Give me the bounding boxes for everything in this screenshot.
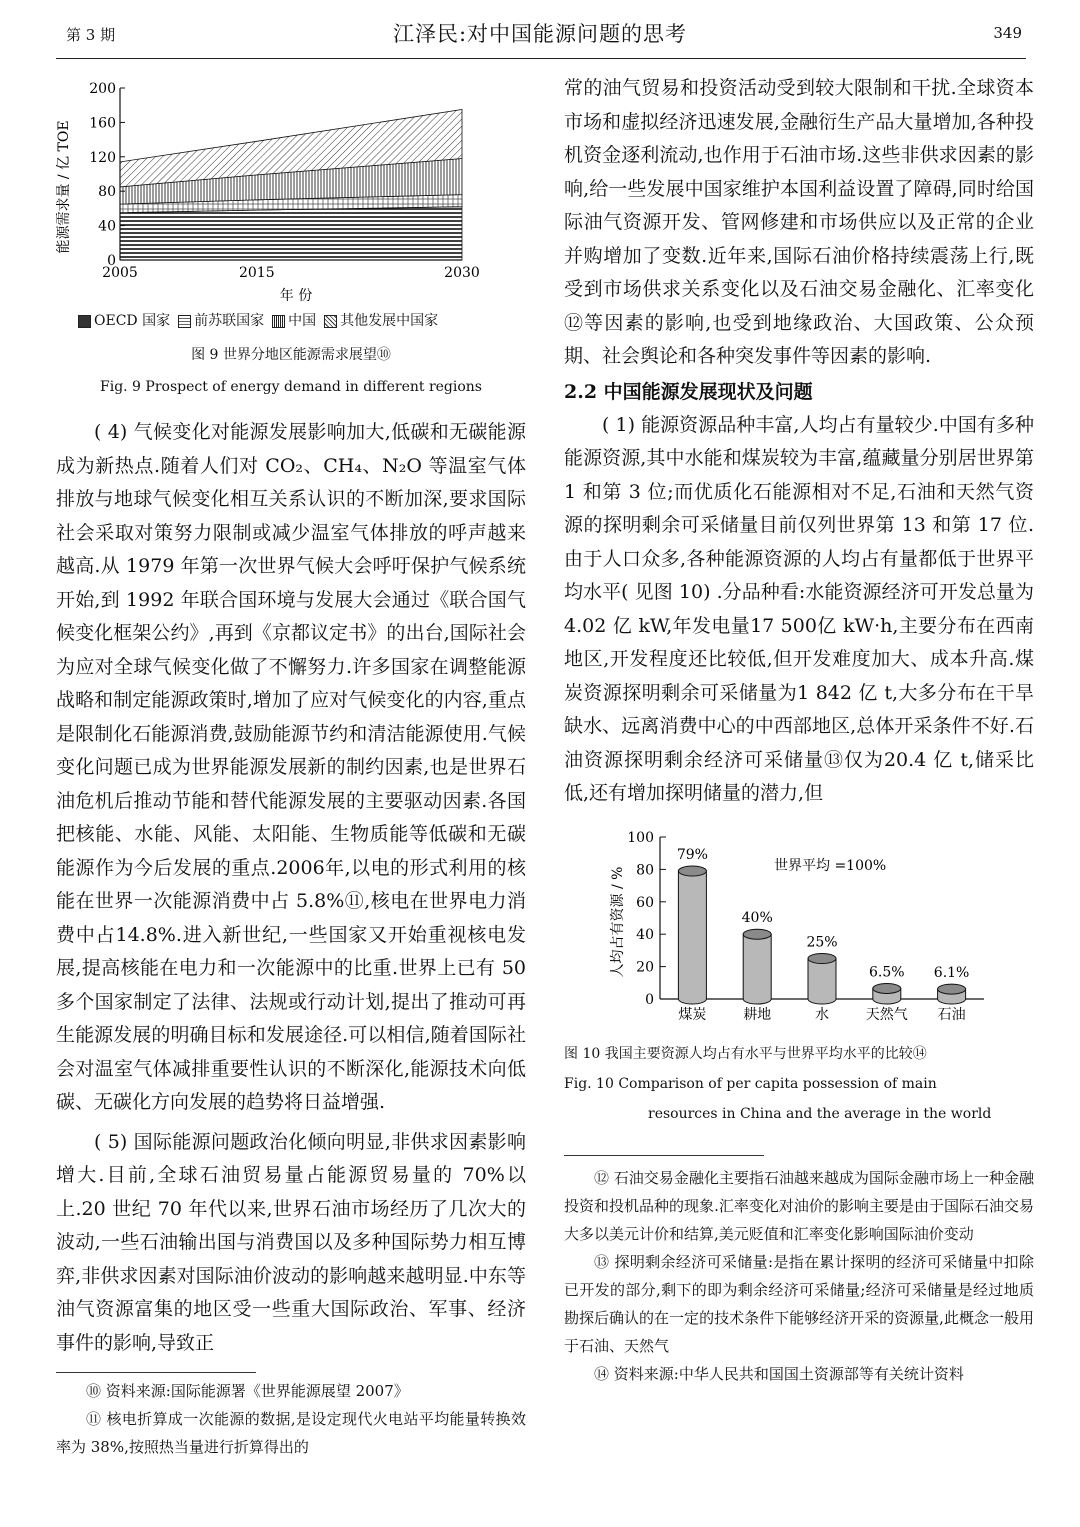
legend-swatch-icon — [272, 315, 285, 328]
category-label: 煤炭 — [678, 1006, 707, 1023]
y-tick-label: 120 — [89, 149, 116, 166]
x-axis-label: 年 份 — [279, 288, 313, 304]
legend-ussr: 前苏联国家 — [178, 310, 264, 330]
footnotes-left — [56, 1372, 526, 1461]
y-tick-label: 0 — [645, 991, 654, 1008]
bar-cap-4 — [873, 983, 901, 993]
category-label: 天然气 — [865, 1006, 908, 1023]
area-chart — [56, 72, 526, 322]
y-axis-label: 人均占有资源 / % — [610, 866, 626, 977]
paragraph-5: ( 5) 国际能源问题政治化倾向明显,非供求因素影响增大.目前,全球石油贸易量占能源贸易量的 70%以上.20 世纪 70 年代以来,世界石油市场经历了几次大的波动,一些石油输出国与消费国以及多种国际势力相互博弈,非供求因素对国际油价波动的影响越来越明显.中东等油气资源富集的地区受一些重大国际政治、军事、经济事件的影响,导致正 — [56, 1130, 526, 1354]
footnote-14: ⑭ 资料来源:中华人民共和国国土资源部等有关统计资料 — [594, 1364, 964, 1383]
figure-10-caption-en-1: Fig. 10 Comparison of per capita possession of main — [564, 1075, 937, 1092]
running-title: 江泽民:对中国能源问题的思考 — [392, 22, 688, 46]
bar-cap-3 — [808, 953, 836, 963]
area-series-1 — [120, 207, 462, 260]
legend-oecd: OECD 国家 — [78, 310, 170, 330]
y-axis-label: 能源需求量 / 亿 TOE — [56, 120, 72, 254]
section-heading-2-2: 2.2 中国能源发展现状及问题 — [564, 380, 813, 403]
y-tick-label: 160 — [89, 115, 116, 132]
legend-other: 其他发展中国家 — [324, 310, 438, 330]
world-average-note: 世界平均 =100% — [774, 857, 887, 874]
footnote-12: ⑫ 石油交易金融化主要指石油越来越成为国际金融市场上一种金融投资和投机品种的现象.汇率变化对油价的影响主要是由于国际石油交易大多以美元计价和结算,美元贬值和汇率变化影响国际油价变动 — [564, 1168, 1034, 1243]
data-label: 25% — [806, 934, 838, 950]
footnote-10: ⑩ 资料来源:国际能源署《世界能源展望 2007》 — [86, 1382, 409, 1400]
figure-10-caption-en-2: resources in China and the average in the world — [648, 1105, 992, 1122]
category-label: 水 — [815, 1006, 829, 1023]
footnote-11: ⑪ 核电折算成一次能源的数据,是设定现代火电站平均能量转换效率为 38%,按照热当量进行折算得出的 — [56, 1410, 526, 1456]
right-column — [564, 72, 1034, 1388]
y-tick-label: 0 — [107, 253, 116, 269]
data-label: 6.5% — [869, 963, 905, 980]
category-label: 耕地 — [743, 1006, 772, 1023]
paragraph-1-china: ( 1) 能源资源品种丰富,人均占有量较少.中国有多种能源资源,其中水能和煤炭较为丰富,蕴藏量分别居世界第 1 和第 3 位;而优质化石能源相对不足,石油和天然气资源的探明剩余可采储量目前仅列世界第 13 和第 17 位.由于人口众多,各种能源资源的人均占有量都低于世界平均水平( 见图 10) .分品种看:水能资源经济可开发总量为 4.02 亿 kW,年发电量17 500亿 kW·h,主要分布在西南地区,开发程度还比较低,但开发难度加大、成本升高.煤炭资源探明剩余可采储量为1 842 亿 t,大多分布在干旱缺水、远离消费中心的中西部地区,总体开采条件不好.石油资源探明剩余经济可采储量⑬仅为20.4 亿 t,储采比低,还有增加探明储量的潜力,但 — [564, 413, 1034, 804]
x-tick-label: 2005 — [102, 265, 138, 281]
paragraph-4: ( 4) 气候变化对能源发展影响加大,低碳和无碳能源成为新热点.随着人们对 CO₂、CH₄、N₂O 等温室气体排放与地球气候变化相互关系认识的不断加深,要求国际社会采取对策努力限制或减少温室气体排放的呼声越来越高.从 1979 年第一次世界气候大会呼吁保护气候系统开始,到 1992 年联合国环境与发展大会通过《联合国气候变化框架公约》,再到《京都议定书》的出台,国际社会为应对全球气候变化做了不懈努力.许多国家在调整能源战略和制定能源政策时,增加了应对气候变化的内容,重点是限制化石能源消费,鼓励能源节约和清洁能源使用.气候变化问题已成为世界能源发展新的制约因素,也是世界石油危机后推动节能和替代能源发展的主要驱动因素.各国把核能、水能、风能、太阳能、生物质能等低碳和无碳能源作为今后发展的重点.2006年,以电的形式利用的核能在世界一次能源消费中占 5.8%⑪,核电在世界电力消费中占14.8%.进入新世纪,一些国家又开始重视核电发展,提高核能在电力和一次能源中的比重.世界上已有 50 多个国家制定了法律、法规或行动计划,提出了推动可再生能源发展的明确目标和发展途径.可以相信,随着国际社会对温室气体减排重要性认识的不断深化,能源技术向低碳、无碳化方向发展的趋势将日益增强. — [56, 421, 526, 1113]
legend-china: 中国 — [272, 310, 316, 330]
data-label: 40% — [741, 909, 773, 926]
y-tick-label: 80 — [98, 184, 116, 201]
footnotes-right — [564, 1155, 1034, 1388]
figure-9-caption-en: Fig. 9 Prospect of energy demand in different regions — [100, 379, 482, 395]
paragraph-continued: 常的油气贸易和投资活动受到较大限制和干扰.全球资本市场和虚拟经济迅速发展,金融衍生产品大量增加,各种投机资金逐利流动,也作用于石油市场.这些非供求因素的影响,给一些发展中国家维护本国利益设置了障碍,同时给国际油气资源开发、管网修建和市场供应以及正常的企业并购增加了变数.近年来,国际石油价格持续震荡上行,既受到市场供求关系变化以及石油交易金融化、汇率变化⑫等因素的影响,也受到地缘政治、大国政策、公众预期、社会舆论和各种突发事件等因素的影响. — [564, 77, 1034, 367]
data-label: 79% — [676, 846, 708, 863]
figure-9-caption-cn: 图 9 世界分地区能源需求展望⑩ — [191, 347, 391, 363]
figure-10-caption-cn: 图 10 我国主要资源人均占有水平与世界平均水平的比较⑭ — [564, 1045, 927, 1062]
page-number: 349 — [993, 24, 1022, 42]
bar-cap-2 — [743, 929, 771, 939]
legend-swatch-icon — [178, 315, 191, 328]
legend — [78, 310, 438, 330]
issue-number: 第 3 期 — [66, 26, 116, 44]
y-tick-label: 60 — [636, 894, 654, 911]
footnote-rule — [56, 1372, 256, 1373]
page-header — [0, 18, 1080, 54]
bar-3 — [808, 958, 836, 1004]
y-tick-label: 40 — [636, 926, 654, 943]
figure-10 — [564, 827, 1034, 1147]
header-rule — [56, 58, 1026, 59]
category-label: 石油 — [937, 1006, 966, 1023]
bar-1 — [678, 871, 706, 1004]
footnote-13: ⑬ 探明剩余经济可采储量:是指在累计探明的经济可采储量中扣除已开发的部分,剩下的即为剩余经济可采储量;经济可采储量是经过地质勘探后确认的在一定的技术条件下能够经济开采的资源量,此概念一般用于石油、天然气 — [564, 1252, 1034, 1355]
legend-swatch-icon — [324, 315, 337, 328]
bar-chart — [564, 827, 1034, 1027]
y-tick-label: 200 — [89, 81, 116, 97]
x-tick-label: 2015 — [238, 265, 275, 281]
bar-2 — [743, 934, 771, 1004]
bar-cap-1 — [678, 866, 706, 876]
left-column — [56, 72, 526, 1461]
legend-swatch-icon — [78, 315, 91, 328]
bar-cap-5 — [938, 984, 966, 994]
y-tick-label: 80 — [636, 861, 654, 878]
y-tick-label: 100 — [627, 829, 654, 846]
data-label: 6.1% — [933, 964, 970, 981]
figure-9 — [56, 72, 526, 402]
y-tick-label: 40 — [98, 218, 116, 235]
footnote-rule — [564, 1155, 764, 1156]
y-tick-label: 20 — [636, 959, 654, 976]
x-tick-label: 2030 — [444, 265, 480, 281]
